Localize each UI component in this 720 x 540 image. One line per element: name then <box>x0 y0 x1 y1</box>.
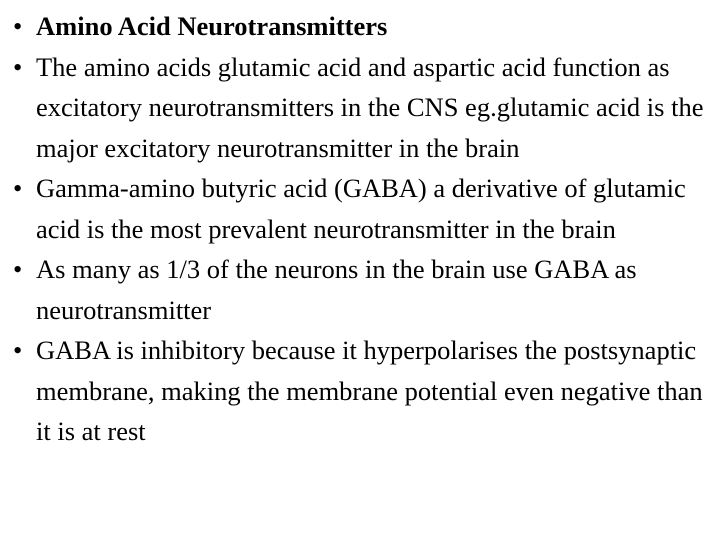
bullet-item-inhibitory <box>13 330 715 452</box>
bullet-dot-icon: • <box>13 173 23 203</box>
bullet-item-heading <box>13 6 715 47</box>
bullet-neuron-fraction-text: As many as 1/3 of the neurons in the brain use GABA as neurotransmitter <box>36 254 637 325</box>
bullet-dot-icon: • <box>13 335 23 365</box>
bullet-heading-text: Amino Acid Neurotransmitters <box>36 11 388 41</box>
bullet-gaba-derivative-text: Gamma-amino butyric acid (GABA) a derivative of glutamic acid is the most prevalent neurotransmitter in the brain <box>36 173 686 244</box>
bullet-excitatory-text: The amino acids glutamic acid and aspartic acid function as excitatory neurotransmitters in the CNS eg.glutamic acid is the major excitatory neurotransmitter in the brain <box>36 51 704 163</box>
bullet-dot-icon: • <box>13 11 23 41</box>
bullet-item-neuron-fraction <box>13 249 715 330</box>
bullet-dot-icon: • <box>13 254 23 284</box>
bullet-list <box>13 6 715 452</box>
bullet-inhibitory-text: GABA is inhibitory because it hyperpolarises the postsynaptic membrane, making the membrane potential even negative than it is at rest <box>36 335 703 446</box>
bullet-item-excitatory <box>13 47 715 169</box>
bullet-item-gaba-derivative <box>13 168 715 249</box>
bullet-dot-icon: • <box>13 51 23 82</box>
